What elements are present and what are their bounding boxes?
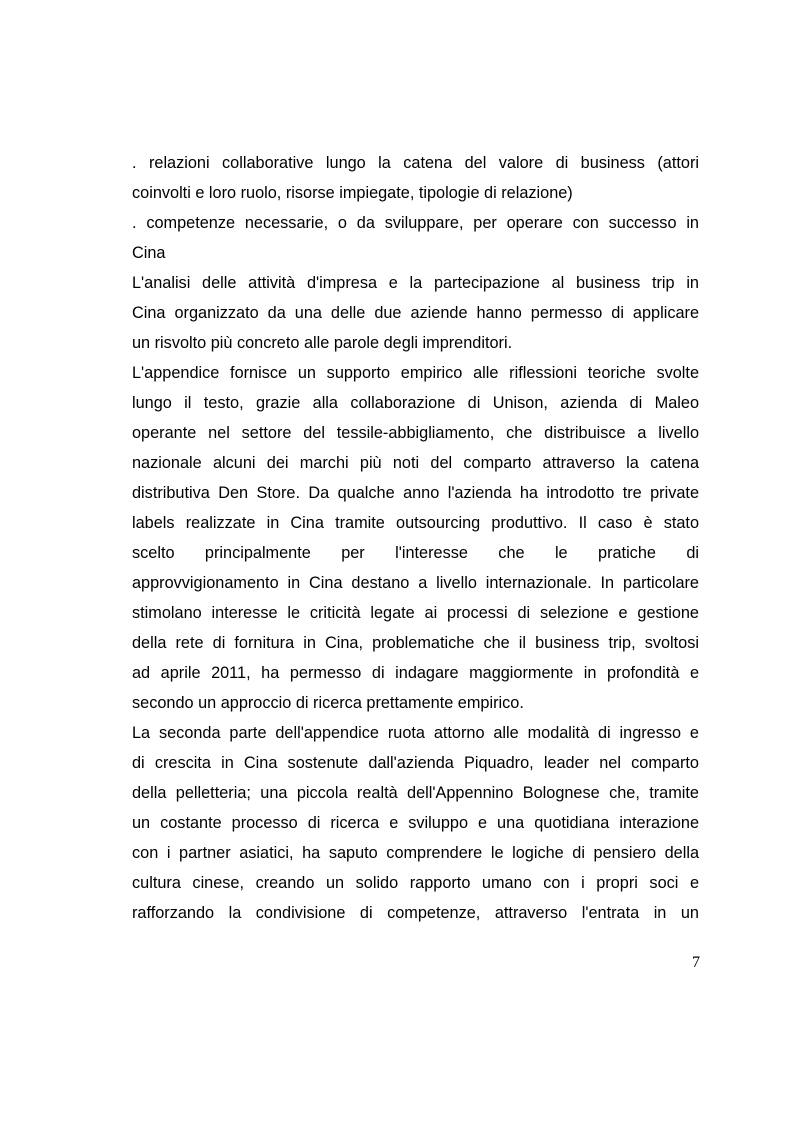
text-line: con i partner asiatici, ha saputo comprendere le logiche di pensiero della [132,844,699,862]
text-line: Cina [132,244,166,262]
text-line: La seconda parte dell'appendice ruota attorno alle modalità di ingresso e [132,724,699,742]
text-line: nazionale alcuni dei marchi più noti del comparto attraverso la catena [132,454,699,472]
text-line: scelto principalmente per l'interesse che le pratiche di [132,544,699,562]
text-line: della rete di fornitura in Cina, problematiche che il business trip, svoltosi [132,634,699,652]
text-line: approvvigionamento in Cina destano a livello internazionale. In particolare [132,574,699,592]
text-line: distributiva Den Store. Da qualche anno l'azienda ha introdotto tre private [132,484,699,502]
text-line: operante nel settore del tessile-abbigliamento, che distribuisce a livello [132,424,699,442]
text-line: lungo il testo, grazie alla collaborazione di Unison, azienda di Maleo [132,394,699,412]
text-line: L'appendice fornisce un supporto empirico alle riflessioni teoriche svolte [132,364,699,382]
text-line: stimolano interesse le criticità legate ai processi di selezione e gestione [132,604,699,622]
text-line: cultura cinese, creando un solido rapporto umano con i propri soci e [132,874,699,892]
text-line: della pelletteria; una piccola realtà dell'Appennino Bolognese che, tramite [132,784,699,802]
text-line: ad aprile 2011, ha permesso di indagare maggiormente in profondità e [132,664,699,682]
page-number: 7 [692,954,700,971]
body-text [132,148,699,928]
text-line: L'analisi delle attività d'impresa e la partecipazione al business trip in [132,274,699,292]
text-line: di crescita in Cina sostenute dall'azienda Piquadro, leader nel comparto [132,754,699,772]
text-line: rafforzando la condivisione di competenze, attraverso l'entrata in un [132,904,699,922]
text-line: Cina organizzato da una delle due aziende hanno permesso di applicare [132,304,699,322]
text-line: secondo un approccio di ricerca prettamente empirico. [132,694,524,712]
text-line: un risvolto più concreto alle parole degli imprenditori. [132,334,513,352]
text-line: coinvolti e loro ruolo, risorse impiegate, tipologie di relazione) [132,184,573,202]
text-line: un costante processo di ricerca e sviluppo e una quotidiana interazione [132,814,699,832]
text-line: labels realizzate in Cina tramite outsourcing produttivo. Il caso è stato [132,514,699,532]
text-line: . relazioni collaborative lungo la catena del valore di business (attori [132,154,699,172]
text-line: . competenze necessarie, o da sviluppare, per operare con successo in [132,214,699,232]
